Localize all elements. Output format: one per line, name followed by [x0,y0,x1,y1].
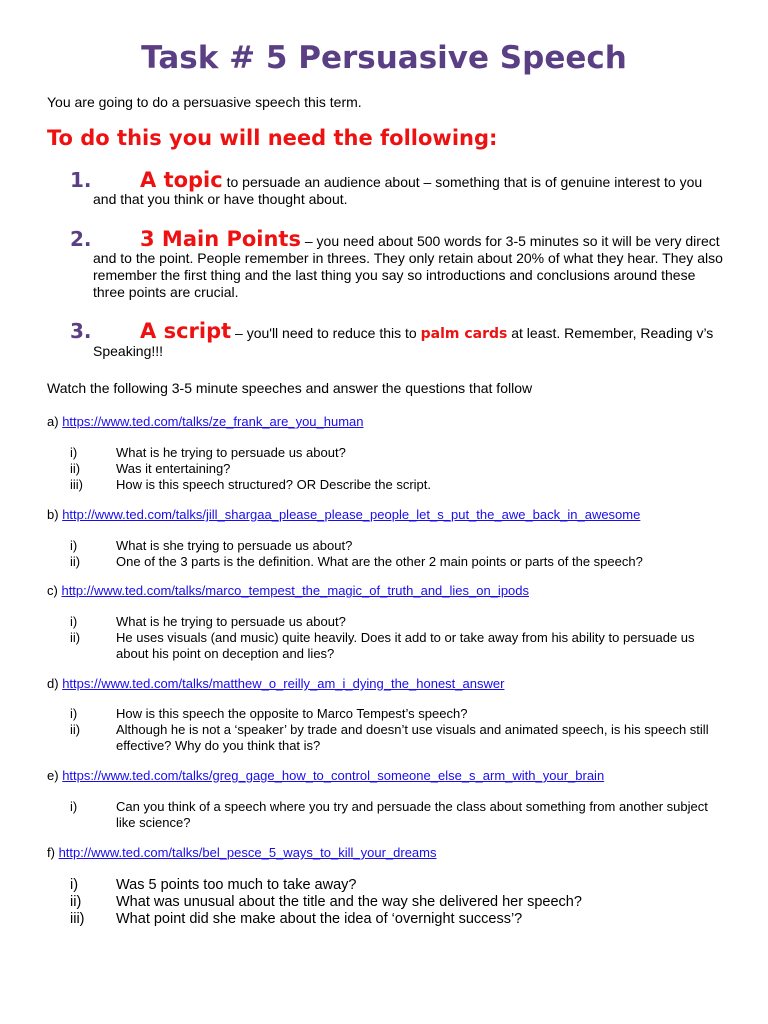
video-link-row [47,414,364,429]
video-label: a) [47,414,59,429]
question-item [70,445,710,461]
question-list [70,877,710,928]
requirement-number: 2. [70,227,92,251]
question-text: What point did she make about the idea of ‘overnight success’? [116,911,523,927]
video-link[interactable]: http://www.ted.com/talks/bel_pesce_5_ways_to_kill_your_dreams [58,845,437,860]
question-item [70,894,710,911]
question-text: One of the 3 parts is the definition. What are the other 2 main points or parts of the speech? [116,554,643,569]
watch-instructions: Watch the following 3-5 minute speeches and answer the questions that follow [47,380,533,396]
requirement-heading: 3 Main Points [140,227,301,251]
requirement-body [70,168,725,208]
question-number: i) [70,445,78,460]
requirement-item [70,168,725,208]
video-link-row [47,583,529,598]
question-text: Although he is not a ‘speaker’ by trade and doesn’t use visuals and animated speech, is his speech still effective? Why do you think that is? [116,722,709,753]
requirement-body [70,319,725,360]
question-number: ii) [70,554,81,569]
video-label: b) [47,507,59,522]
video-link-row [47,768,604,783]
video-link[interactable]: http://www.ted.com/talks/jill_shargaa_please_please_people_let_s_put_the_awe_back_in_awesome [62,507,641,522]
question-text: What is he trying to persuade us about? [116,614,346,629]
video-link-row [47,507,640,522]
video-link[interactable]: https://www.ted.com/talks/greg_gage_how_to_control_someone_else_s_arm_with_your_brain [62,768,605,783]
question-number: i) [70,706,78,721]
palm-cards-highlight: palm cards [420,326,508,342]
question-item [70,911,710,928]
question-list [70,445,710,493]
video-link[interactable]: http://www.ted.com/talks/marco_tempest_the_magic_of_truth_and_lies_on_ipods [61,583,530,598]
question-text: He uses visuals (and music) quite heavily. Does it add to or take away from his ability to persuade us about his point on deception and lies? [116,630,695,661]
question-number: iii) [70,477,83,492]
video-label: d) [47,676,59,691]
question-list [70,614,710,662]
video-label: e) [47,768,59,783]
question-number: i) [70,614,78,629]
page-title: Task # 5 Persuasive Speech [141,40,627,76]
requirement-text: – you'll need to reduce this to [231,325,421,341]
question-text: Was it entertaining? [116,461,231,476]
question-text: Can you think of a speech where you try and persuade the class about something from another subject like science? [116,799,708,830]
requirement-text: at least. Remember, Reading v’s Speaking!!! [93,325,714,359]
video-label: f) [47,845,55,860]
requirement-item [70,319,725,360]
question-number: ii) [70,722,81,737]
question-item [70,477,710,493]
question-item [70,799,710,831]
question-item [70,706,710,722]
question-number: i) [70,877,79,893]
question-text: How is this speech the opposite to Marco Tempest’s speech? [116,706,468,721]
question-text: Was 5 points too much to take away? [116,877,357,893]
question-number: ii) [70,894,82,910]
question-item [70,554,710,570]
question-number: iii) [70,911,85,927]
requirement-body [70,227,725,301]
requirements-heading: To do this you will need the following: [47,126,498,150]
question-text: What was unusual about the title and the way she delivered her speech? [116,894,582,910]
question-item [70,722,710,754]
question-item [70,614,710,630]
video-label: c) [47,583,58,598]
question-item [70,538,710,554]
requirement-text: to persuade an audience about – something that is of genuine interest to you and that you think or have thought about. [93,174,703,207]
intro-text: You are going to do a persuasive speech this term. [47,94,362,110]
requirement-number: 3. [70,319,92,343]
question-list [70,799,710,831]
requirement-heading: A topic [140,168,223,192]
question-number: i) [70,538,78,553]
question-text: How is this speech structured? OR Describe the script. [116,477,432,492]
question-item [70,630,710,662]
question-number: ii) [70,630,81,645]
video-link-row [47,845,437,860]
question-text: What is he trying to persuade us about? [116,445,346,460]
question-text: What is she trying to persuade us about? [116,538,353,553]
question-item [70,461,710,477]
question-list [70,538,710,570]
question-list [70,706,710,754]
requirement-number: 1. [70,168,92,192]
requirement-heading: A script [140,319,232,343]
video-link[interactable]: https://www.ted.com/talks/matthew_o_reilly_am_i_dying_the_honest_answer [62,676,505,691]
question-number: i) [70,799,78,814]
video-link-row [47,676,504,691]
requirement-text: – you need about 500 words for 3-5 minutes so it will be very direct and to the point. People remember in threes. They only retain about 20% of what they hear. They also remember the first thing and the last thing you say so introductions and conclusions around these three points are crucial. [93,233,723,300]
question-number: ii) [70,461,81,476]
video-link[interactable]: https://www.ted.com/talks/ze_frank_are_you_human [62,414,364,429]
question-item [70,877,710,894]
requirement-item [70,227,725,301]
